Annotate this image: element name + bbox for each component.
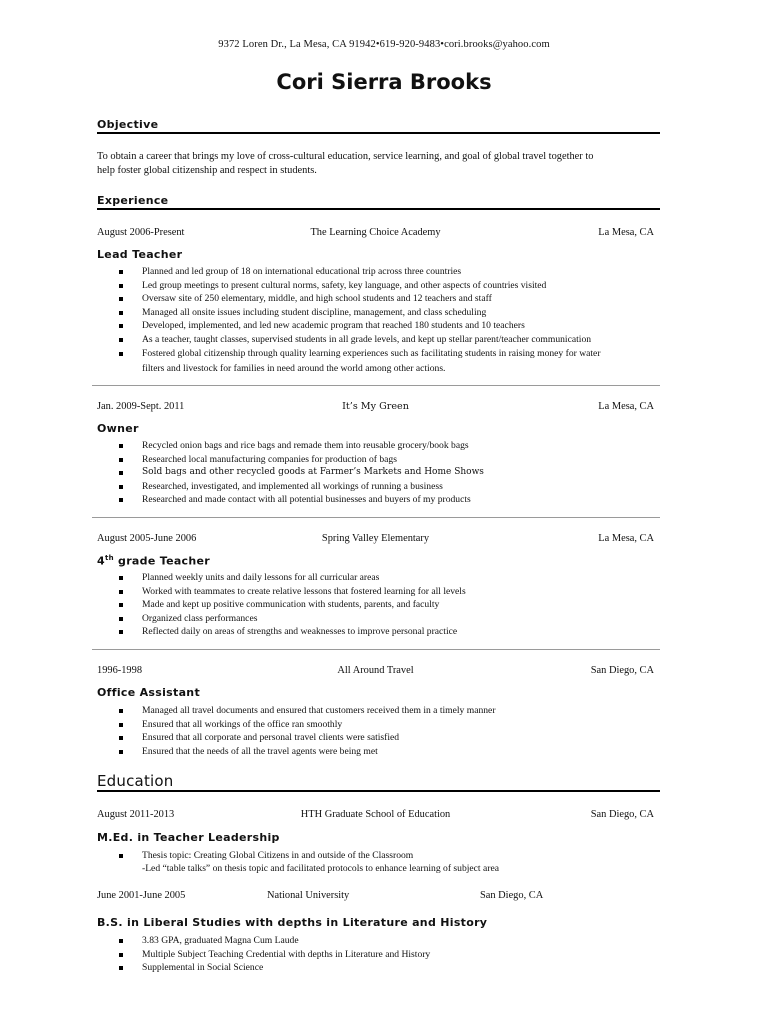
list-item: Organized class performances [115,612,655,626]
list-item: Worked with teammates to create relative lessons that fostered learning for all levels [115,585,655,599]
list-item: 3.83 GPA, graduated Magna Cum Laude [115,934,655,948]
education-row [97,890,654,904]
job-organization: Spring Valley Elementary [321,533,430,544]
job-title: Owner [97,422,139,435]
job-dates: 1996-1998 [97,665,143,676]
list-item: Made and kept up positive communication with students, parents, and faculty [115,598,655,612]
list-item: Multiple Subject Teaching Credential with depths in Literature and History [115,948,655,962]
list-item: Developed, implemented, and led new academic program that reached 180 students and 10 teachers [115,319,655,333]
job-organization: All Around Travel [337,665,414,676]
job-organization: The Learning Choice Academy [310,227,441,238]
list-item: Sold bags and other recycled goods at Farmer’s Markets and Home Shows [115,466,655,480]
list-item: Researched, investigated, and implemented all workings of running a business [115,480,655,494]
objective-line: help foster global citizenship and respect in students. [97,164,317,176]
list-item: Ensured that all corporate and personal travel clients were satisfied [115,731,655,745]
list-item: Researched and made contact with all potential businesses and buyers of my products [115,493,655,507]
list-item: Oversaw site of 250 elementary, middle, and high school students and 12 teachers and staff [115,292,655,306]
objective-line: To obtain a career that brings my love of cross-cultural education, service learning, and goal of global travel together to [97,151,594,162]
job-organization: It’s My Green [342,401,409,412]
education-location: San Diego, CA [590,809,654,820]
list-item: Researched local manufacturing companies for production of bags [115,453,655,467]
education-row [97,809,654,823]
education-heading: Education [97,772,660,792]
divider [92,517,660,518]
job-dates: Jan. 2009-Sept. 2011 [97,401,185,412]
education-dates: June 2001-June 2005 [97,890,186,901]
degree-bullets [115,934,655,975]
education-school: HTH Graduate School of Education [300,809,451,820]
experience-heading: Experience [97,194,660,210]
job-row [97,227,654,241]
job-row [97,533,654,547]
objective-text [97,150,657,177]
list-item: Supplemental in Social Science [115,961,655,975]
list-item: Ensured that the needs of all the travel agents were being met [115,745,655,759]
job-location: La Mesa, CA [598,227,654,238]
education-location: San Diego, CA [480,890,544,901]
education-dates: August 2011-2013 [97,809,175,820]
job-dates: August 2005-June 2006 [97,533,197,544]
degree-title: M.Ed. in Teacher Leadership [97,831,280,844]
job-row [97,665,654,679]
job-row [97,401,654,415]
education-school: National University [267,890,350,901]
job-title-ordinal: th [104,554,114,562]
job-location: La Mesa, CA [598,401,654,412]
job-bullets [115,265,655,360]
list-item: Managed all onsite issues including student discipline, management, and class scheduling [115,306,655,320]
job-bullets [115,704,655,758]
degree-title: B.S. in Liberal Studies with depths in Literature and History [97,916,488,929]
list-item: Thesis topic: Creating Global Citizens in and outside of the Classroom [115,849,655,863]
job-location: San Diego, CA [590,665,654,676]
job-title: Lead Teacher [97,248,183,261]
bullet-continuation: -Led “table talks” on thesis topic and facilitated protocols to enhance learning of subject area [142,863,499,874]
job-location: La Mesa, CA [598,533,654,544]
list-item: Planned weekly units and daily lessons for all curricular areas [115,571,655,585]
degree-bullets [115,849,655,863]
job-bullets [115,439,655,507]
list-item: Fostered global citizenship through quality learning experiences such as facilitating students in raising money for water [115,347,655,361]
bullet-continuation: filters and livestock for families in need around the world among other actions. [142,363,446,374]
divider [92,649,660,650]
job-bullets [115,571,655,639]
contact-info: 9372 Loren Dr., La Mesa, CA 91942•619-920-9483•cori.brooks@yahoo.com [218,39,550,50]
objective-heading: Objective [97,118,660,134]
list-item: Managed all travel documents and ensured that customers received them in a timely manner [115,704,655,718]
list-item: As a teacher, taught classes, supervised students in all grade levels, and kept up stellar parent/teacher communication [115,333,655,347]
list-item: Ensured that all workings of the office ran smoothly [115,718,655,732]
list-item: Led group meetings to present cultural norms, safety, key language, and other aspects of countries visited [115,279,655,293]
divider [92,385,660,386]
job-title-number: 4 [97,554,105,568]
job-title [97,554,210,568]
job-dates: August 2006-Present [97,227,185,238]
list-item: Planned and led group of 18 on international educational trip across three countries [115,265,655,279]
list-item: Recycled onion bags and rice bags and remade them into reusable grocery/book bags [115,439,655,453]
job-title-rest: grade Teacher [113,554,210,568]
candidate-name: Cori Sierra Brooks [276,70,492,94]
job-title: Office Assistant [97,686,200,699]
list-item: Reflected daily on areas of strengths and weaknesses to improve personal practice [115,625,655,639]
